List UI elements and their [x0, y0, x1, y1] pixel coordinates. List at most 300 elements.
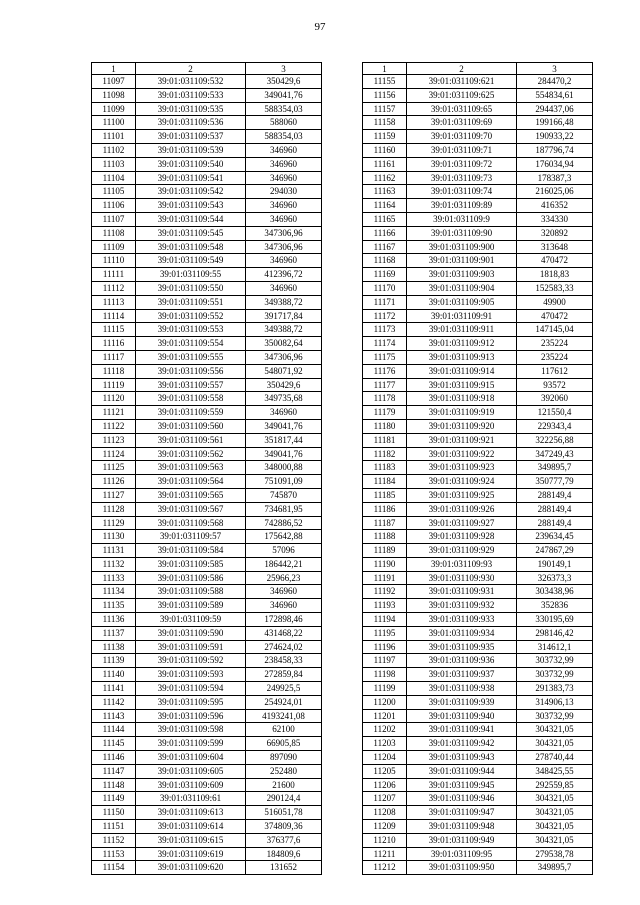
row-number-cell: 11166: [363, 226, 407, 240]
table-row: [363, 102, 593, 116]
table-row: [92, 171, 322, 185]
column-header: 3: [517, 63, 593, 75]
cadastral-number-cell: 39:01:031109:944: [407, 764, 517, 778]
cadastral-number-cell: 39:01:031109:548: [136, 240, 246, 254]
column-header: 1: [92, 63, 136, 75]
cadastral-number-cell: 39:01:031109:625: [407, 88, 517, 102]
row-number-cell: 11105: [92, 185, 136, 199]
cadastral-number-cell: 39:01:031109:620: [136, 861, 246, 875]
value-cell: 346960: [246, 406, 322, 420]
value-cell: 742886,52: [246, 516, 322, 530]
row-number-cell: 11182: [363, 447, 407, 461]
row-number-cell: 11184: [363, 475, 407, 489]
row-number-cell: 11162: [363, 171, 407, 185]
table-row: [92, 654, 322, 668]
row-number-cell: 11148: [92, 778, 136, 792]
cadastral-number-cell: 39:01:031109:947: [407, 806, 517, 820]
table-row: [92, 419, 322, 433]
row-number-cell: 11113: [92, 295, 136, 309]
cadastral-number-cell: 39:01:031109:940: [407, 709, 517, 723]
table-row: [363, 599, 593, 613]
cadastral-number-cell: 39:01:031109:533: [136, 88, 246, 102]
cadastral-number-cell: 39:01:031109:74: [407, 185, 517, 199]
value-cell: 347306,96: [246, 226, 322, 240]
row-number-cell: 11114: [92, 309, 136, 323]
table-row: [92, 820, 322, 834]
table-row: [363, 640, 593, 654]
value-cell: 516051,78: [246, 806, 322, 820]
cadastral-number-cell: 39:01:031109:586: [136, 571, 246, 585]
row-number-cell: 11199: [363, 682, 407, 696]
row-number-cell: 11111: [92, 268, 136, 282]
table-row: [363, 116, 593, 130]
row-number-cell: 11154: [92, 861, 136, 875]
row-number-cell: 11191: [363, 571, 407, 585]
value-cell: 25966,23: [246, 571, 322, 585]
cadastral-number-cell: 39:01:031109:605: [136, 764, 246, 778]
row-number-cell: 11175: [363, 350, 407, 364]
cadastral-number-cell: 39:01:031109:928: [407, 530, 517, 544]
value-cell: 252480: [246, 764, 322, 778]
value-cell: 66905,85: [246, 737, 322, 751]
cadastral-number-cell: 39:01:031109:591: [136, 640, 246, 654]
cadastral-number-cell: 39:01:031109:89: [407, 199, 517, 213]
row-number-cell: 11115: [92, 323, 136, 337]
table-row: [363, 502, 593, 516]
value-cell: 554834,61: [517, 88, 593, 102]
value-cell: 326373,3: [517, 571, 593, 585]
table-row: [363, 613, 593, 627]
table-row: [363, 806, 593, 820]
data-table-left: [91, 62, 322, 875]
row-number-cell: 11133: [92, 571, 136, 585]
table-row: [92, 585, 322, 599]
cadastral-number-cell: 39:01:031109:545: [136, 226, 246, 240]
table-row: [363, 281, 593, 295]
row-number-cell: 11122: [92, 419, 136, 433]
value-cell: 349041,76: [246, 88, 322, 102]
table-row: [92, 143, 322, 157]
cadastral-number-cell: 39:01:031109:948: [407, 820, 517, 834]
cadastral-number-cell: 39:01:031109:61: [136, 792, 246, 806]
value-cell: 392060: [517, 392, 593, 406]
table-row: [92, 530, 322, 544]
column-header: 2: [407, 63, 517, 75]
value-cell: 346960: [246, 281, 322, 295]
row-number-cell: 11185: [363, 488, 407, 502]
cadastral-number-cell: 39:01:031109:544: [136, 212, 246, 226]
row-number-cell: 11160: [363, 143, 407, 157]
value-cell: 346960: [246, 199, 322, 213]
cadastral-number-cell: 39:01:031109:937: [407, 668, 517, 682]
table-row: [92, 323, 322, 337]
value-cell: 292559,85: [517, 778, 593, 792]
value-cell: 347249,43: [517, 447, 593, 461]
value-cell: 235224: [517, 350, 593, 364]
table-row: [92, 199, 322, 213]
value-cell: 351817,44: [246, 433, 322, 447]
table-row: [363, 226, 593, 240]
value-cell: 548071,92: [246, 364, 322, 378]
row-number-cell: 11112: [92, 281, 136, 295]
row-number-cell: 11146: [92, 751, 136, 765]
row-number-cell: 11196: [363, 640, 407, 654]
row-number-cell: 11116: [92, 337, 136, 351]
table-row: [92, 737, 322, 751]
table-row: [363, 447, 593, 461]
cadastral-number-cell: 39:01:031109:938: [407, 682, 517, 696]
value-cell: 249925,5: [246, 682, 322, 696]
table-row: [92, 544, 322, 558]
table-row: [92, 364, 322, 378]
table-row: [363, 364, 593, 378]
row-number-cell: 11104: [92, 171, 136, 185]
table-row: [363, 544, 593, 558]
row-number-cell: 11100: [92, 116, 136, 130]
row-number-cell: 11177: [363, 378, 407, 392]
value-cell: 303438,96: [517, 585, 593, 599]
table-row: [363, 199, 593, 213]
table-row: [363, 488, 593, 502]
value-cell: 304321,05: [517, 792, 593, 806]
value-cell: 284470,2: [517, 75, 593, 89]
table-row: [92, 75, 322, 89]
row-number-cell: 11180: [363, 419, 407, 433]
table-row: [92, 88, 322, 102]
cadastral-number-cell: 39:01:031109:619: [136, 847, 246, 861]
value-cell: 350429,6: [246, 378, 322, 392]
value-cell: 348000,88: [246, 461, 322, 475]
value-cell: 320892: [517, 226, 593, 240]
cadastral-number-cell: 39:01:031109:95: [407, 847, 517, 861]
cadastral-number-cell: 39:01:031109:70: [407, 130, 517, 144]
cadastral-number-cell: 39:01:031109:9: [407, 212, 517, 226]
table-row: [92, 378, 322, 392]
row-number-cell: 11163: [363, 185, 407, 199]
value-cell: 349735,68: [246, 392, 322, 406]
table-row: [363, 557, 593, 571]
cadastral-number-cell: 39:01:031109:613: [136, 806, 246, 820]
table-row: [92, 281, 322, 295]
value-cell: 199166,48: [517, 116, 593, 130]
row-number-cell: 11120: [92, 392, 136, 406]
cadastral-number-cell: 39:01:031109:945: [407, 778, 517, 792]
value-cell: 187796,74: [517, 143, 593, 157]
value-cell: 117612: [517, 364, 593, 378]
cadastral-number-cell: 39:01:031109:556: [136, 364, 246, 378]
table-row: [363, 654, 593, 668]
table-row: [92, 764, 322, 778]
value-cell: 288149,4: [517, 516, 593, 530]
table-row: [92, 516, 322, 530]
cadastral-number-cell: 39:01:031109:929: [407, 544, 517, 558]
cadastral-number-cell: 39:01:031109:73: [407, 171, 517, 185]
cadastral-number-cell: 39:01:031109:919: [407, 406, 517, 420]
table-row: [363, 75, 593, 89]
row-number-cell: 11210: [363, 833, 407, 847]
value-cell: 303732,99: [517, 654, 593, 668]
table-row: [92, 130, 322, 144]
value-cell: 348425,55: [517, 764, 593, 778]
row-number-cell: 11109: [92, 240, 136, 254]
cadastral-number-cell: 39:01:031109:540: [136, 157, 246, 171]
cadastral-number-cell: 39:01:031109:911: [407, 323, 517, 337]
cadastral-number-cell: 39:01:031109:536: [136, 116, 246, 130]
table-row: [92, 833, 322, 847]
cadastral-number-cell: 39:01:031109:585: [136, 557, 246, 571]
row-number-cell: 11143: [92, 709, 136, 723]
row-number-cell: 11140: [92, 668, 136, 682]
row-number-cell: 11181: [363, 433, 407, 447]
value-cell: 745870: [246, 488, 322, 502]
cadastral-number-cell: 39:01:031109:93: [407, 557, 517, 571]
row-number-cell: 11117: [92, 350, 136, 364]
row-number-cell: 11212: [363, 861, 407, 875]
value-cell: 349041,76: [246, 419, 322, 433]
cadastral-number-cell: 39:01:031109:934: [407, 626, 517, 640]
table-row: [363, 668, 593, 682]
value-cell: 288149,4: [517, 488, 593, 502]
value-cell: 588060: [246, 116, 322, 130]
table-row: [92, 502, 322, 516]
row-number-cell: 11198: [363, 668, 407, 682]
cadastral-number-cell: 39:01:031109:559: [136, 406, 246, 420]
table-row: [363, 475, 593, 489]
cadastral-number-cell: 39:01:031109:537: [136, 130, 246, 144]
column-header: 3: [246, 63, 322, 75]
row-number-cell: 11178: [363, 392, 407, 406]
cadastral-number-cell: 39:01:031109:941: [407, 723, 517, 737]
page-number: 97: [314, 21, 326, 33]
value-cell: 49900: [517, 295, 593, 309]
cadastral-number-cell: 39:01:031109:564: [136, 475, 246, 489]
value-cell: 374809,36: [246, 820, 322, 834]
value-cell: 57096: [246, 544, 322, 558]
row-number-cell: 11161: [363, 157, 407, 171]
value-cell: 346960: [246, 143, 322, 157]
row-number-cell: 11200: [363, 695, 407, 709]
table-row: [92, 778, 322, 792]
table-row: [92, 240, 322, 254]
row-number-cell: 11159: [363, 130, 407, 144]
table-row: [92, 488, 322, 502]
cadastral-number-cell: 39:01:031109:615: [136, 833, 246, 847]
table-row: [92, 640, 322, 654]
row-number-cell: 11192: [363, 585, 407, 599]
table-row: [363, 240, 593, 254]
cadastral-number-cell: 39:01:031109:595: [136, 695, 246, 709]
table-row: [363, 337, 593, 351]
table-row: [363, 268, 593, 282]
cadastral-number-cell: 39:01:031109:551: [136, 295, 246, 309]
row-number-cell: 11123: [92, 433, 136, 447]
value-cell: 391717,84: [246, 309, 322, 323]
row-number-cell: 11108: [92, 226, 136, 240]
value-cell: 238458,33: [246, 654, 322, 668]
table-header-row: [92, 63, 322, 75]
cadastral-number-cell: 39:01:031109:904: [407, 281, 517, 295]
table-row: [363, 157, 593, 171]
row-number-cell: 11190: [363, 557, 407, 571]
table-row: [363, 419, 593, 433]
cadastral-number-cell: 39:01:031109:932: [407, 599, 517, 613]
value-cell: 347306,96: [246, 240, 322, 254]
value-cell: 190933,22: [517, 130, 593, 144]
table-row: [92, 751, 322, 765]
cadastral-number-cell: 39:01:031109:900: [407, 240, 517, 254]
row-number-cell: 11128: [92, 502, 136, 516]
cadastral-number-cell: 39:01:031109:558: [136, 392, 246, 406]
table-row: [363, 709, 593, 723]
value-cell: 190149,1: [517, 557, 593, 571]
row-number-cell: 11137: [92, 626, 136, 640]
cadastral-number-cell: 39:01:031109:59: [136, 613, 246, 627]
cadastral-number-cell: 39:01:031109:541: [136, 171, 246, 185]
value-cell: 288149,4: [517, 502, 593, 516]
table-row: [92, 847, 322, 861]
row-number-cell: 11173: [363, 323, 407, 337]
cadastral-number-cell: 39:01:031109:535: [136, 102, 246, 116]
row-number-cell: 11098: [92, 88, 136, 102]
cadastral-number-cell: 39:01:031109:915: [407, 378, 517, 392]
table-row: [92, 557, 322, 571]
table-row: [92, 695, 322, 709]
value-cell: 346960: [246, 157, 322, 171]
cadastral-number-cell: 39:01:031109:925: [407, 488, 517, 502]
value-cell: 347306,96: [246, 350, 322, 364]
value-cell: 349895,7: [517, 861, 593, 875]
row-number-cell: 11207: [363, 792, 407, 806]
table-row: [92, 571, 322, 585]
value-cell: 294030: [246, 185, 322, 199]
cadastral-number-cell: 39:01:031109:914: [407, 364, 517, 378]
table-row: [363, 185, 593, 199]
value-cell: 470472: [517, 254, 593, 268]
table-row: [363, 378, 593, 392]
row-number-cell: 11189: [363, 544, 407, 558]
row-number-cell: 11136: [92, 613, 136, 627]
cadastral-number-cell: 39:01:031109:550: [136, 281, 246, 295]
table-row: [92, 792, 322, 806]
value-cell: 304321,05: [517, 737, 593, 751]
table-row: [92, 295, 322, 309]
value-cell: 294437,06: [517, 102, 593, 116]
value-cell: 314906,13: [517, 695, 593, 709]
value-cell: 350429,6: [246, 75, 322, 89]
row-number-cell: 11168: [363, 254, 407, 268]
value-cell: 175642,88: [246, 530, 322, 544]
row-number-cell: 11124: [92, 447, 136, 461]
row-number-cell: 11144: [92, 723, 136, 737]
row-number-cell: 11107: [92, 212, 136, 226]
cadastral-number-cell: 39:01:031109:901: [407, 254, 517, 268]
value-cell: 322256,88: [517, 433, 593, 447]
cadastral-number-cell: 39:01:031109:950: [407, 861, 517, 875]
cadastral-number-cell: 39:01:031109:532: [136, 75, 246, 89]
cadastral-number-cell: 39:01:031109:949: [407, 833, 517, 847]
value-cell: 313648: [517, 240, 593, 254]
cadastral-number-cell: 39:01:031109:598: [136, 723, 246, 737]
value-cell: 346960: [246, 254, 322, 268]
cadastral-number-cell: 39:01:031109:57: [136, 530, 246, 544]
row-number-cell: 11167: [363, 240, 407, 254]
value-cell: 350082,64: [246, 337, 322, 351]
row-number-cell: 11130: [92, 530, 136, 544]
cadastral-number-cell: 39:01:031109:942: [407, 737, 517, 751]
table-row: [363, 778, 593, 792]
value-cell: 216025,06: [517, 185, 593, 199]
table-row: [363, 792, 593, 806]
table-header-row: [363, 63, 593, 75]
cadastral-number-cell: 39:01:031109:561: [136, 433, 246, 447]
value-cell: 4193241,08: [246, 709, 322, 723]
cadastral-number-cell: 39:01:031109:946: [407, 792, 517, 806]
table-row: [92, 268, 322, 282]
cadastral-number-cell: 39:01:031109:596: [136, 709, 246, 723]
row-number-cell: 11157: [363, 102, 407, 116]
value-cell: 897090: [246, 751, 322, 765]
table-row: [92, 102, 322, 116]
cadastral-number-cell: 39:01:031109:939: [407, 695, 517, 709]
cadastral-number-cell: 39:01:031109:590: [136, 626, 246, 640]
cadastral-number-cell: 39:01:031109:599: [136, 737, 246, 751]
value-cell: 1818,83: [517, 268, 593, 282]
table-row: [363, 833, 593, 847]
cadastral-number-cell: 39:01:031109:922: [407, 447, 517, 461]
cadastral-number-cell: 39:01:031109:935: [407, 640, 517, 654]
cadastral-number-cell: 39:01:031109:931: [407, 585, 517, 599]
value-cell: 349388,72: [246, 323, 322, 337]
table-row: [363, 254, 593, 268]
row-number-cell: 11147: [92, 764, 136, 778]
table-row: [363, 88, 593, 102]
table-row: [363, 433, 593, 447]
row-number-cell: 11202: [363, 723, 407, 737]
cadastral-number-cell: 39:01:031109:933: [407, 613, 517, 627]
row-number-cell: 11179: [363, 406, 407, 420]
value-cell: 239634,45: [517, 530, 593, 544]
row-number-cell: 11176: [363, 364, 407, 378]
cadastral-number-cell: 39:01:031109:71: [407, 143, 517, 157]
value-cell: 352836: [517, 599, 593, 613]
table-row: [363, 571, 593, 585]
table-row: [363, 212, 593, 226]
row-number-cell: 11127: [92, 488, 136, 502]
row-number-cell: 11139: [92, 654, 136, 668]
row-number-cell: 11169: [363, 268, 407, 282]
cadastral-number-cell: 39:01:031109:565: [136, 488, 246, 502]
row-number-cell: 11150: [92, 806, 136, 820]
value-cell: 349041,76: [246, 447, 322, 461]
row-number-cell: 11194: [363, 613, 407, 627]
row-number-cell: 11145: [92, 737, 136, 751]
table-row: [92, 337, 322, 351]
value-cell: 431468,22: [246, 626, 322, 640]
row-number-cell: 11206: [363, 778, 407, 792]
value-cell: 376377,6: [246, 833, 322, 847]
table-row: [363, 323, 593, 337]
table-row: [92, 157, 322, 171]
table-row: [363, 847, 593, 861]
value-cell: 304321,05: [517, 806, 593, 820]
cadastral-number-cell: 39:01:031109:593: [136, 668, 246, 682]
table-row: [363, 461, 593, 475]
cadastral-number-cell: 39:01:031109:563: [136, 461, 246, 475]
table-row: [92, 599, 322, 613]
row-number-cell: 11152: [92, 833, 136, 847]
row-number-cell: 11141: [92, 682, 136, 696]
table-row: [363, 350, 593, 364]
